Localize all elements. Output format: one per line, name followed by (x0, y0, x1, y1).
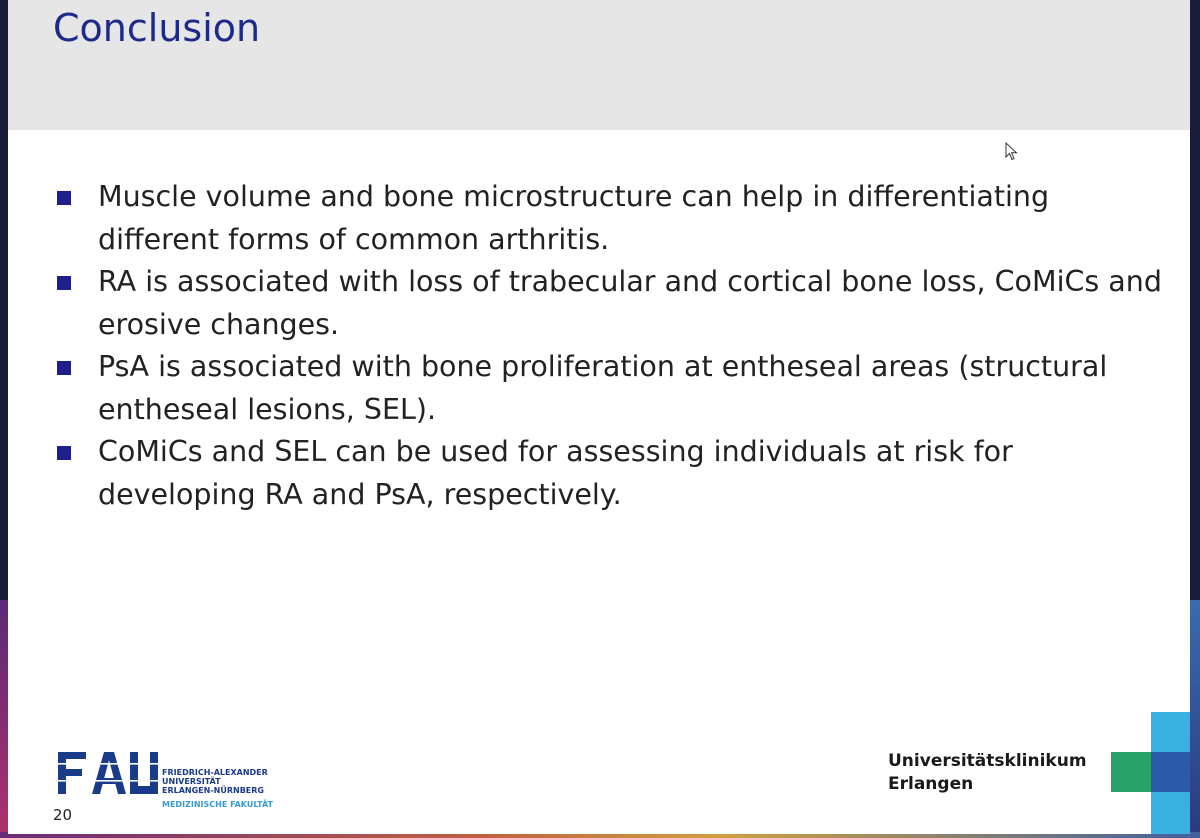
square-bullet-icon (57, 361, 71, 375)
slide-title: Conclusion (53, 6, 261, 50)
bullet-item (54, 176, 1164, 261)
fau-faculty-name: MEDIZINISCHE FAKULTÄT (162, 800, 273, 809)
dark-blue-block (1151, 752, 1190, 792)
square-bullet-icon (57, 276, 71, 290)
bullet-text: RA is associated with loss of trabecular and cortical bone loss, CoMiCs and erosive changes. (98, 265, 1162, 341)
mouse-pointer-icon (1005, 142, 1019, 162)
bullet-text: Muscle volume and bone microstructure can help in differentiating different forms of common arthritis. (98, 180, 1050, 256)
fau-logo-mark (58, 752, 158, 794)
presentation-slide (8, 0, 1190, 834)
clinic-name-line1: Universitätsklinikum (888, 751, 1087, 771)
clinic-logo-blocks (1108, 712, 1190, 834)
fau-university-name: FRIEDRICH-ALEXANDER UNIVERSITÄT ERLANGEN-NÜRNBERG (162, 768, 268, 795)
light-blue-block (1151, 712, 1190, 752)
bullet-item (54, 261, 1164, 346)
fau-logo (58, 752, 278, 812)
university-clinic-name (888, 750, 1087, 796)
bullet-item (54, 346, 1164, 431)
bullet-item (54, 431, 1164, 516)
slide-header-band (8, 0, 1190, 130)
clinic-name-line2: Erlangen (888, 774, 974, 794)
square-bullet-icon (57, 446, 71, 460)
bullet-text: PsA is associated with bone proliferation at entheseal areas (structural entheseal lesions, SEL). (98, 350, 1108, 426)
light-blue-block-lower (1151, 792, 1190, 834)
slide-page-number: 20 (53, 806, 73, 824)
bullet-text: CoMiCs and SEL can be used for assessing individuals at risk for developing RA and PsA, respectively. (98, 435, 1013, 511)
green-block (1111, 752, 1151, 792)
square-bullet-icon (57, 191, 71, 205)
conclusion-bullet-list (54, 176, 1164, 516)
